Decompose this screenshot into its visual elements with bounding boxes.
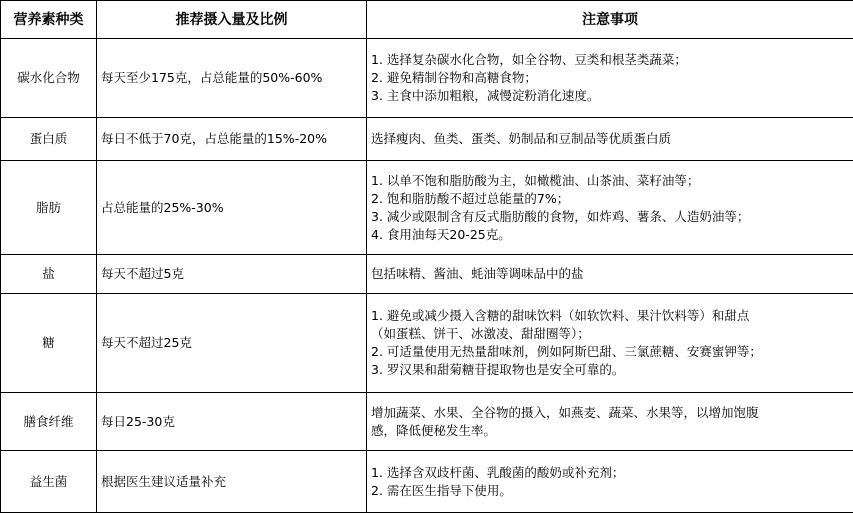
nutrient-cell: 膳食纤维 [1, 393, 97, 451]
notes-cell [367, 451, 853, 513]
header-intake: 推荐摄入量及比例 [97, 1, 367, 39]
note-line: 2. 饱和脂肪酸不超过总能量的7%； [371, 190, 570, 206]
intake-cell: 每天至少175克，占总能量的50%-60% [97, 39, 367, 118]
note-line: 1. 选择复杂碳水化合物，如全谷物、豆类和根茎类蔬菜； [371, 52, 687, 67]
table-row [1, 161, 853, 255]
note-line: 3. 主食中添加粗粮，减慢淀粉消化速度。 [371, 88, 600, 103]
table-row [1, 451, 853, 513]
notes-cell [367, 161, 853, 255]
note-line: 感，降低便秘发生率。 [371, 422, 497, 438]
note-line: 3. 减少或限制含有反式脂肪酸的食物，如炸鸡、薯条、人造奶油等； [371, 208, 750, 224]
note-line: 2. 需在医生指导下使用。 [371, 482, 512, 498]
note-line: 1. 选择含双歧杆菌、乳酸菌的酸奶或补充剂； [371, 464, 625, 480]
note-line: 包括味精、酱油、蚝油等调味品中的盐 [371, 266, 584, 281]
header-notes: 注意事项 [367, 1, 853, 39]
nutrient-cell: 脂肪 [1, 161, 97, 255]
notes-cell [367, 393, 853, 451]
intake-cell: 根据医生建议适量补充 [97, 451, 367, 513]
nutrient-cell: 益生菌 [1, 451, 97, 513]
intake-cell: 每日25-30克 [97, 393, 367, 451]
notes-cell [367, 294, 853, 393]
note-line: 选择瘦肉、鱼类、蛋类、奶制品和豆制品等优质蛋白质 [371, 131, 672, 146]
note-line: 2. 避免精制谷物和高糖食物； [371, 70, 537, 85]
note-line: （如蛋糕、饼干、冰激凌、甜甜圈等）； [371, 326, 590, 341]
table-row [1, 255, 853, 294]
note-line: 1. 避免或减少摄入含糖的甜味饮料（如软饮料、果汁饮料等）和甜点 [371, 308, 750, 323]
header-nutrient: 营养素种类 [1, 1, 97, 39]
notes-cell [367, 39, 853, 118]
header-row [1, 1, 853, 39]
intake-cell: 每天不超过5克 [97, 255, 367, 294]
note-line: 2. 可适量使用无热量甜味剂，例如阿斯巴甜、三氯蔗糖、安赛蜜钾等； [371, 344, 762, 359]
note-line: 1. 以单不饱和脂肪酸为主，如橄榄油、山茶油、菜籽油等； [371, 172, 700, 188]
notes-cell [367, 255, 853, 294]
intake-cell: 每天不超过25克 [97, 294, 367, 393]
intake-cell: 占总能量的25%-30% [97, 161, 367, 255]
table-row [1, 39, 853, 118]
note-line: 增加蔬菜、水果、全谷物的摄入，如燕麦、蔬菜、水果等，以增加饱腹 [371, 404, 759, 420]
note-line: 3. 罗汉果和甜菊糖苷提取物也是安全可靠的。 [371, 362, 625, 377]
intake-cell: 每日不低于70克，占总能量的15%-20% [97, 118, 367, 161]
table-row [1, 118, 853, 161]
nutrient-cell: 碳水化合物 [1, 39, 97, 118]
table-row [1, 393, 853, 451]
table-row [1, 294, 853, 393]
nutrient-cell: 蛋白质 [1, 118, 97, 161]
note-line: 4. 食用油每天20-25克。 [371, 226, 511, 242]
notes-cell [367, 118, 853, 161]
nutrient-cell: 盐 [1, 255, 97, 294]
nutrient-cell: 糖 [1, 294, 97, 393]
